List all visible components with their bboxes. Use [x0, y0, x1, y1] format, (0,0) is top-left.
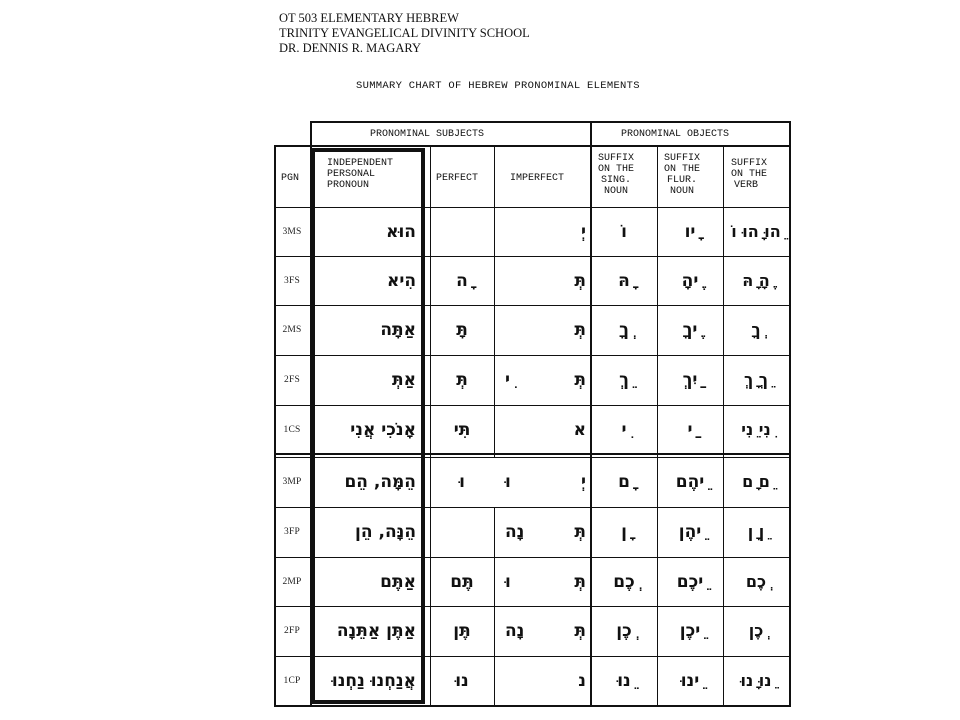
independent-pronoun: הוּא	[386, 222, 416, 242]
suffix-sing-header-2: ON THE	[598, 164, 635, 175]
perfect-suffix: תִּי	[453, 420, 471, 440]
course-title: OT 503 ELEMENTARY HEBREW	[279, 11, 459, 25]
plur-noun-suffix: ֵיהֶן	[678, 522, 702, 542]
perfect-imperfect-divider-plural	[494, 454, 495, 457]
independent-pronoun: אַתָּה	[380, 320, 416, 340]
verb-suffix: ֵנוּ ָנוּ	[740, 671, 772, 690]
pgn-label: 1CS	[283, 425, 301, 435]
imperfect-prefix: תְּ	[574, 271, 586, 291]
pgn-header: PGN	[281, 173, 300, 184]
independent-pronoun: הִיא	[386, 271, 416, 291]
imperfect-prefix: א	[573, 420, 586, 440]
sing-noun-suffix: וֹ	[621, 222, 627, 242]
perfect-suffix: תֶּן	[453, 621, 471, 641]
pgn-label: 2MS	[282, 325, 302, 335]
independent-header-2: PERSONAL	[327, 169, 376, 180]
sing-noun-suffix: ֵנוּ	[617, 671, 631, 691]
perfect-suffix: נוּ	[455, 671, 469, 691]
independent-pronoun: אַתֶּם	[380, 572, 416, 592]
instructor-name: DR. DENNIS R. MAGARY	[279, 41, 422, 55]
imperfect-prefix: תְּ	[574, 370, 586, 390]
pronominal-objects-header: PRONOMINAL OBJECTS	[621, 129, 730, 140]
pgn-label: 3FP	[284, 527, 300, 537]
independent-pronoun: אָנֹכִי אֲנִי	[350, 420, 416, 440]
independent-pronoun: הֵנָּה, הֵן	[355, 522, 416, 542]
sing-noun-suffix: ָהּ	[618, 271, 630, 291]
plur-noun-suffix: ַי	[687, 420, 693, 440]
perfect-suffix: תָּ	[456, 320, 468, 340]
perfect-plural-divider	[430, 454, 431, 707]
suffix-verb-header-1: SUFFIX	[731, 158, 768, 169]
verb-suffix: ֵהוּ ָהוּ וֹ	[731, 222, 781, 241]
verb-suffix: ֵן ָן	[747, 522, 765, 541]
suffix-sing-header-1: SUFFIX	[598, 153, 635, 164]
table-border-bottom	[274, 705, 791, 707]
verb-suffix: ְכֶן	[748, 621, 764, 640]
plur-noun-suffix: ָיו	[684, 222, 696, 242]
suffix-verb-header-2: ON THE	[731, 169, 768, 180]
sing-noun-suffix: ְכֶן	[616, 621, 632, 641]
independent-pronoun: אֲנַחְנוּ נַחְנוּ	[331, 671, 416, 691]
suffix-plur-header-1: SUFFIX	[664, 153, 701, 164]
plur-noun-suffix: ֶיהָ	[681, 271, 699, 291]
verb-suffix: ֵךְ ָךְ	[743, 370, 769, 389]
pgn-label: 2FS	[284, 375, 300, 385]
table-border-right	[789, 121, 791, 707]
school-name: TRINITY EVANGELICAL DIVINITY SCHOOL	[279, 26, 530, 40]
independent-pronoun: הֵמָּה, הֵם	[344, 472, 416, 492]
sing-plur-divider	[657, 145, 658, 707]
verb-suffix: ֶהָ ָהּ	[742, 271, 770, 290]
suffix-sing-header-4: NOUN	[604, 186, 629, 197]
perfect-suffix: תֶּם	[450, 572, 474, 592]
imperfect-suffix: נָה	[505, 522, 525, 542]
independent-header-3: PRONOUN	[327, 180, 370, 191]
imperfect-prefix: תְּ	[574, 572, 586, 592]
imperfect-suffix: נָה	[505, 621, 525, 641]
plur-noun-suffix: ֶיךָ	[682, 320, 698, 340]
imperfect-suffix: וּ	[505, 572, 511, 592]
independent-header-1: INDEPENDENT	[327, 158, 394, 169]
perfect-suffix: תְּ	[456, 370, 468, 390]
pgn-label: 3MP	[282, 477, 302, 487]
perfect-suffix: וּ	[459, 472, 465, 492]
imperfect-prefix: נ	[578, 671, 586, 691]
imperfect-prefix: תְּ	[574, 522, 586, 542]
sing-noun-suffix: ָם	[618, 472, 630, 492]
suffix-plur-header-4: NOUN	[670, 186, 695, 197]
plur-noun-suffix: ֵיכֶן	[679, 621, 701, 641]
imperfect-suffix: וּ	[505, 472, 511, 492]
plur-noun-suffix: ֵינוּ	[680, 671, 700, 691]
imperfect-prefix: תְּ	[574, 320, 586, 340]
pgn-label: 3FS	[284, 276, 300, 286]
imperfect-divider	[494, 145, 495, 454]
pgn-label: 1CP	[283, 676, 301, 686]
imperfect-header: IMPERFECT	[510, 173, 565, 184]
group-header-divider	[274, 145, 791, 147]
verb-suffix: ִנִי ֵנִי	[741, 420, 771, 439]
sing-noun-suffix: ְכֶם	[613, 572, 635, 592]
independent-pronoun: אַתֶּן אַתֵּנָה	[336, 621, 416, 641]
sing-noun-suffix: ְךָ	[619, 320, 629, 340]
imperfect-prefix: תְּ	[574, 621, 586, 641]
sing-noun-suffix: ִי	[621, 420, 627, 440]
pgn-label: 2MP	[282, 577, 302, 587]
imperfect-prefix: יְ	[580, 222, 586, 242]
perfect-header: PERFECT	[436, 173, 479, 184]
table-border-top	[310, 121, 791, 123]
sing-noun-suffix: ָן	[621, 522, 627, 542]
imperfect-prefix: יְ	[580, 472, 586, 492]
independent-pronoun: אַתְּ	[392, 370, 416, 390]
plur-verb-divider	[723, 145, 724, 707]
suffix-plur-header-2: ON THE	[664, 164, 701, 175]
suffix-sing-header-3: SING.	[601, 175, 632, 186]
plur-noun-suffix: ַיִךְ	[682, 370, 698, 390]
verb-suffix: ְכֶם	[745, 572, 767, 591]
imperfect-divider-plural	[494, 507, 495, 707]
verb-suffix: ְךָ	[751, 320, 761, 339]
suffix-plur-header-3: FLUR.	[667, 175, 698, 186]
plur-noun-suffix: ֵיכֶם	[676, 572, 704, 592]
pronominal-subjects-header: PRONOMINAL SUBJECTS	[370, 129, 485, 140]
imperfect-suffix: ִי	[505, 370, 511, 390]
plur-noun-suffix: ֵיהֶם	[675, 472, 705, 492]
sing-noun-suffix: ֵךְ	[619, 370, 629, 390]
suffix-verb-header-3: VERB	[734, 180, 759, 191]
perfect-suffix: ָה	[456, 271, 468, 291]
chart-title: SUMMARY CHART OF HEBREW PRONOMINAL ELEMENTS	[356, 80, 640, 92]
verb-suffix: ֵם ָם	[742, 472, 770, 491]
subjects-objects-divider	[590, 121, 592, 707]
pgn-label: 2FP	[284, 626, 300, 636]
pgn-label: 3MS	[282, 227, 302, 237]
